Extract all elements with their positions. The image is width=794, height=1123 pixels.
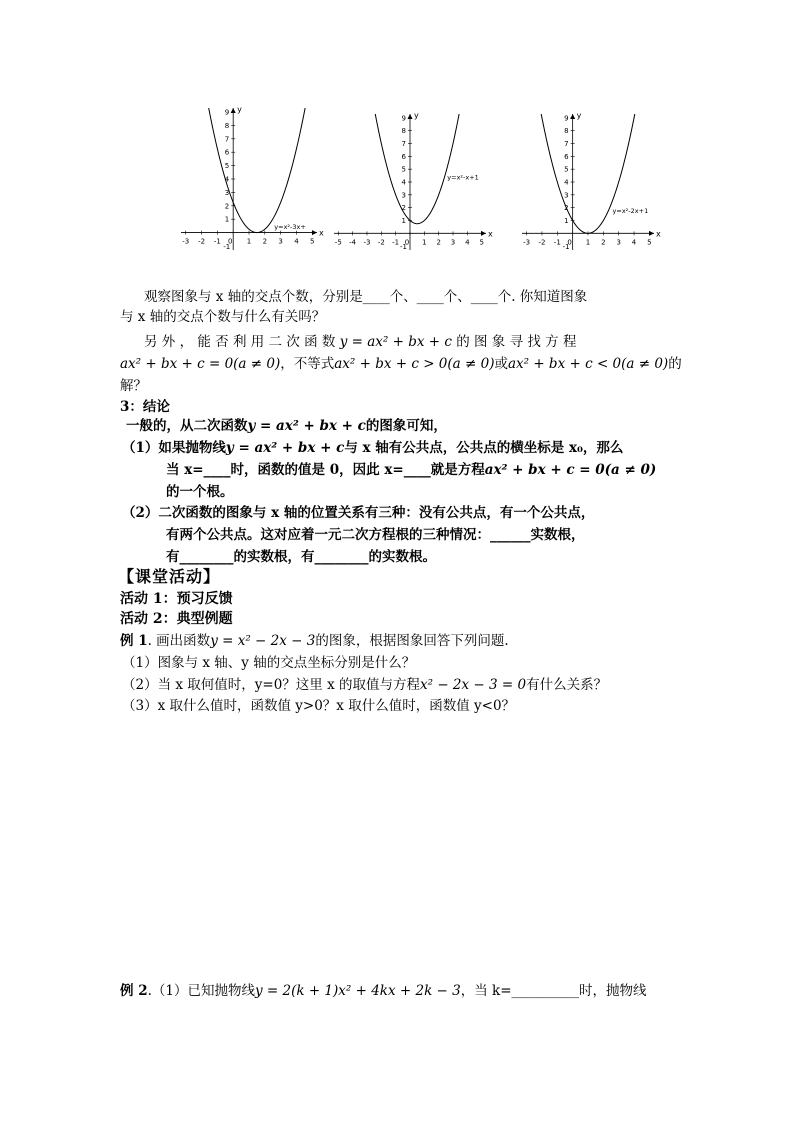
x-tick-label: -4 bbox=[349, 238, 357, 247]
parabola-curve bbox=[375, 114, 459, 224]
x-tick-label: 1 bbox=[585, 238, 591, 247]
question-text: 的 图 象 寻 找 方 程 bbox=[451, 334, 577, 350]
y-axis-label: y bbox=[414, 111, 419, 120]
y-tick-label: 2 bbox=[224, 202, 230, 211]
x-tick-label: 5 bbox=[310, 237, 315, 246]
formula: y = 2(k + 1)x² + 4kx + 2k − 3 bbox=[254, 983, 461, 999]
x-axis-label: x bbox=[319, 228, 324, 238]
observe-text-line-1: 观察图象与 x 轴的交点个数，分别是____个、____个、____个. 你知道图象 bbox=[144, 289, 588, 305]
y-tick-label: 4 bbox=[564, 178, 569, 187]
y-tick-label: 4 bbox=[224, 175, 230, 184]
x-tick-label: 5 bbox=[647, 238, 652, 247]
y-tick-label: 7 bbox=[564, 140, 569, 149]
question-text: 有什么关系？ bbox=[526, 677, 608, 693]
conclusion-text: 与 x 轴有公共点，公共点的横坐标是 x₀，那么 bbox=[344, 440, 624, 456]
x-tick-label: 0 bbox=[404, 238, 410, 247]
example-1-statement bbox=[120, 631, 509, 651]
y-tick-label: 5 bbox=[401, 165, 406, 174]
formula-label: y=x²-2x+1 bbox=[612, 206, 649, 215]
y-tick-label: 2 bbox=[564, 204, 569, 213]
y-tick-label: -1 bbox=[400, 243, 407, 252]
x-tick-label: 4 bbox=[465, 238, 470, 247]
x-tick-label: 1 bbox=[246, 237, 252, 246]
parabola-curve bbox=[541, 114, 635, 233]
parabola-chart-3 bbox=[516, 104, 664, 270]
conclusion-2-line-1: （2）二次函数的图象与 x 轴的位置关系有三种：没有公共点，有一个公共点， bbox=[122, 505, 595, 521]
conclusion-1-line-1 bbox=[122, 438, 623, 458]
formula: ax² + bx + c > 0(a ≠ 0) bbox=[334, 356, 495, 372]
x-tick-label: -3 bbox=[523, 238, 531, 247]
x-tick-label: 0 bbox=[227, 237, 233, 246]
formula: y = ax² + bx + c bbox=[247, 418, 366, 434]
example-1-question-1: （1）图象与 x 轴、y 轴的交点坐标分别是什么？ bbox=[122, 655, 416, 671]
y-tick-label: 9 bbox=[564, 114, 569, 123]
question-text: 或 bbox=[494, 356, 508, 372]
formula-label: y=x²-x+1 bbox=[447, 173, 479, 182]
conclusion-2-line-2: 有两个公共点。这对应着一元二次方程根的三种情况：______实数根， bbox=[166, 527, 585, 543]
y-tick-label: 3 bbox=[224, 188, 230, 197]
x-tick-label: 3 bbox=[450, 238, 456, 247]
x-tick-label: 5 bbox=[479, 238, 484, 247]
x-tick-label: -2 bbox=[538, 238, 546, 247]
y-tick-label: 6 bbox=[401, 152, 406, 161]
question-line-2 bbox=[120, 354, 682, 374]
y-tick-label: 5 bbox=[224, 162, 230, 171]
x-tick-label: -5 bbox=[334, 238, 342, 247]
y-tick-label: 9 bbox=[401, 114, 406, 123]
y-tick-label: -1 bbox=[562, 243, 570, 252]
example-1-question-3: （3）x 取什么值时，函数值 y>0？x 取什么值时，函数值 y<0？ bbox=[122, 698, 516, 714]
x-tick-label: -1 bbox=[213, 237, 221, 246]
x-tick-label: -2 bbox=[377, 238, 385, 247]
x-tick-label: 3 bbox=[616, 238, 621, 247]
x-axis-label: x bbox=[656, 229, 661, 239]
conclusion-2-line-3: 有________的实数根，有________的实数根。 bbox=[166, 549, 436, 565]
y-tick-label: 1 bbox=[401, 216, 406, 225]
x-tick-label: 0 bbox=[567, 238, 572, 247]
conclusion-text: 的图象可知， bbox=[365, 418, 447, 434]
x-tick-label: -3 bbox=[182, 237, 190, 246]
x-axis-arrow bbox=[649, 231, 654, 236]
x-tick-label: 2 bbox=[436, 238, 441, 247]
y-tick-label: 6 bbox=[224, 148, 230, 157]
x-tick-label: 4 bbox=[294, 237, 299, 246]
x-tick-label: 2 bbox=[601, 238, 606, 247]
formula: ax² + bx + c = 0(a ≠ 0) bbox=[484, 462, 657, 478]
example-text: ，当 k=__________时，抛物线 bbox=[460, 983, 647, 999]
activity-2-title: 活动 2：典型例题 bbox=[120, 611, 233, 627]
parabola-curve bbox=[209, 108, 305, 233]
example-label: 例 1 bbox=[120, 633, 148, 649]
example-1-question-2 bbox=[122, 675, 607, 695]
example-label: 例 2 bbox=[120, 983, 148, 999]
question-line-3: 解？ bbox=[120, 378, 147, 394]
x-tick-label: 2 bbox=[262, 237, 268, 246]
conclusion-text: 当 x=____时，函数的值是 0，因此 x=____就是方程 bbox=[166, 462, 485, 478]
question-text: 另 外 ， 能 否 利 用 二 次 函 数 bbox=[144, 334, 340, 350]
y-axis-label: y bbox=[576, 111, 582, 120]
x-tick-label: 4 bbox=[631, 238, 637, 247]
y-axis-label: y bbox=[237, 105, 242, 114]
y-tick-label: 8 bbox=[564, 127, 569, 136]
x-tick-label: -2 bbox=[198, 237, 206, 246]
formula: y = ax² + bx + c bbox=[225, 440, 345, 456]
section-3-title: 3：结论 bbox=[120, 399, 170, 415]
x-axis-label: x bbox=[488, 229, 493, 239]
y-tick-label: 6 bbox=[564, 152, 569, 161]
x-tick-label: 3 bbox=[278, 237, 283, 246]
y-tick-label: 9 bbox=[224, 108, 230, 117]
y-tick-label: 8 bbox=[224, 121, 230, 130]
formula: y = x² − 2x − 3 bbox=[210, 633, 316, 649]
activity-1-title: 活动 1：预习反馈 bbox=[120, 591, 233, 607]
conclusion-intro bbox=[126, 416, 447, 436]
formula: x² − 2x − 3 = 0 bbox=[420, 677, 527, 693]
conclusion-1-line-2 bbox=[166, 460, 656, 480]
question-text: （2）当 x 取何值时，y=0？这里 x 的取值与方程 bbox=[122, 677, 421, 693]
parabola-chart-2 bbox=[328, 104, 496, 270]
y-tick-label: 1 bbox=[564, 216, 569, 225]
question-text: 的 bbox=[668, 356, 682, 372]
question-text: ，不等式 bbox=[280, 356, 335, 372]
example-text: 的图象，根据图象回答下列问题. bbox=[315, 633, 509, 649]
formula: y = ax² + bx + c bbox=[339, 334, 452, 350]
y-axis-arrow bbox=[570, 114, 575, 119]
classroom-activity-heading: 【课堂活动】 bbox=[118, 567, 221, 586]
y-tick-label: 2 bbox=[401, 204, 406, 213]
x-tick-label: -1 bbox=[553, 238, 561, 247]
y-tick-label: 1 bbox=[224, 215, 230, 224]
y-tick-label: 5 bbox=[564, 165, 569, 174]
y-tick-label: 8 bbox=[401, 127, 406, 136]
x-tick-label: -3 bbox=[363, 238, 371, 247]
observe-text-line-2: 与 x 轴的交点个数与什么有关吗？ bbox=[120, 309, 326, 325]
x-axis-arrow bbox=[312, 230, 317, 235]
conclusion-1-line-3: 的一个根。 bbox=[166, 484, 234, 500]
y-tick-label: 3 bbox=[401, 191, 406, 200]
example-text: .（1）已知抛物线 bbox=[147, 983, 255, 999]
y-tick-label: 3 bbox=[564, 191, 569, 200]
x-tick-label: 1 bbox=[422, 238, 427, 247]
y-tick-label: 4 bbox=[401, 178, 406, 187]
conclusion-text: 一般的，从二次函数 bbox=[126, 418, 248, 434]
y-axis-arrow bbox=[408, 114, 413, 119]
x-tick-label: -1 bbox=[392, 238, 400, 247]
formula: ax² + bx + c = 0(a ≠ 0) bbox=[120, 356, 281, 372]
formula: ax² + bx + c < 0(a ≠ 0) bbox=[507, 356, 669, 372]
parabola-chart-1 bbox=[175, 98, 327, 270]
conclusion-text: （1）如果抛物线 bbox=[122, 440, 226, 456]
formula-label: y=x²-3x+ bbox=[274, 223, 306, 232]
question-line-1 bbox=[144, 332, 576, 352]
example-text: . 画出函数 bbox=[147, 633, 211, 649]
y-tick-label: -1 bbox=[223, 242, 231, 251]
y-tick-label: 7 bbox=[401, 140, 406, 149]
y-tick-label: 7 bbox=[224, 135, 230, 144]
example-2-statement bbox=[120, 981, 647, 1001]
